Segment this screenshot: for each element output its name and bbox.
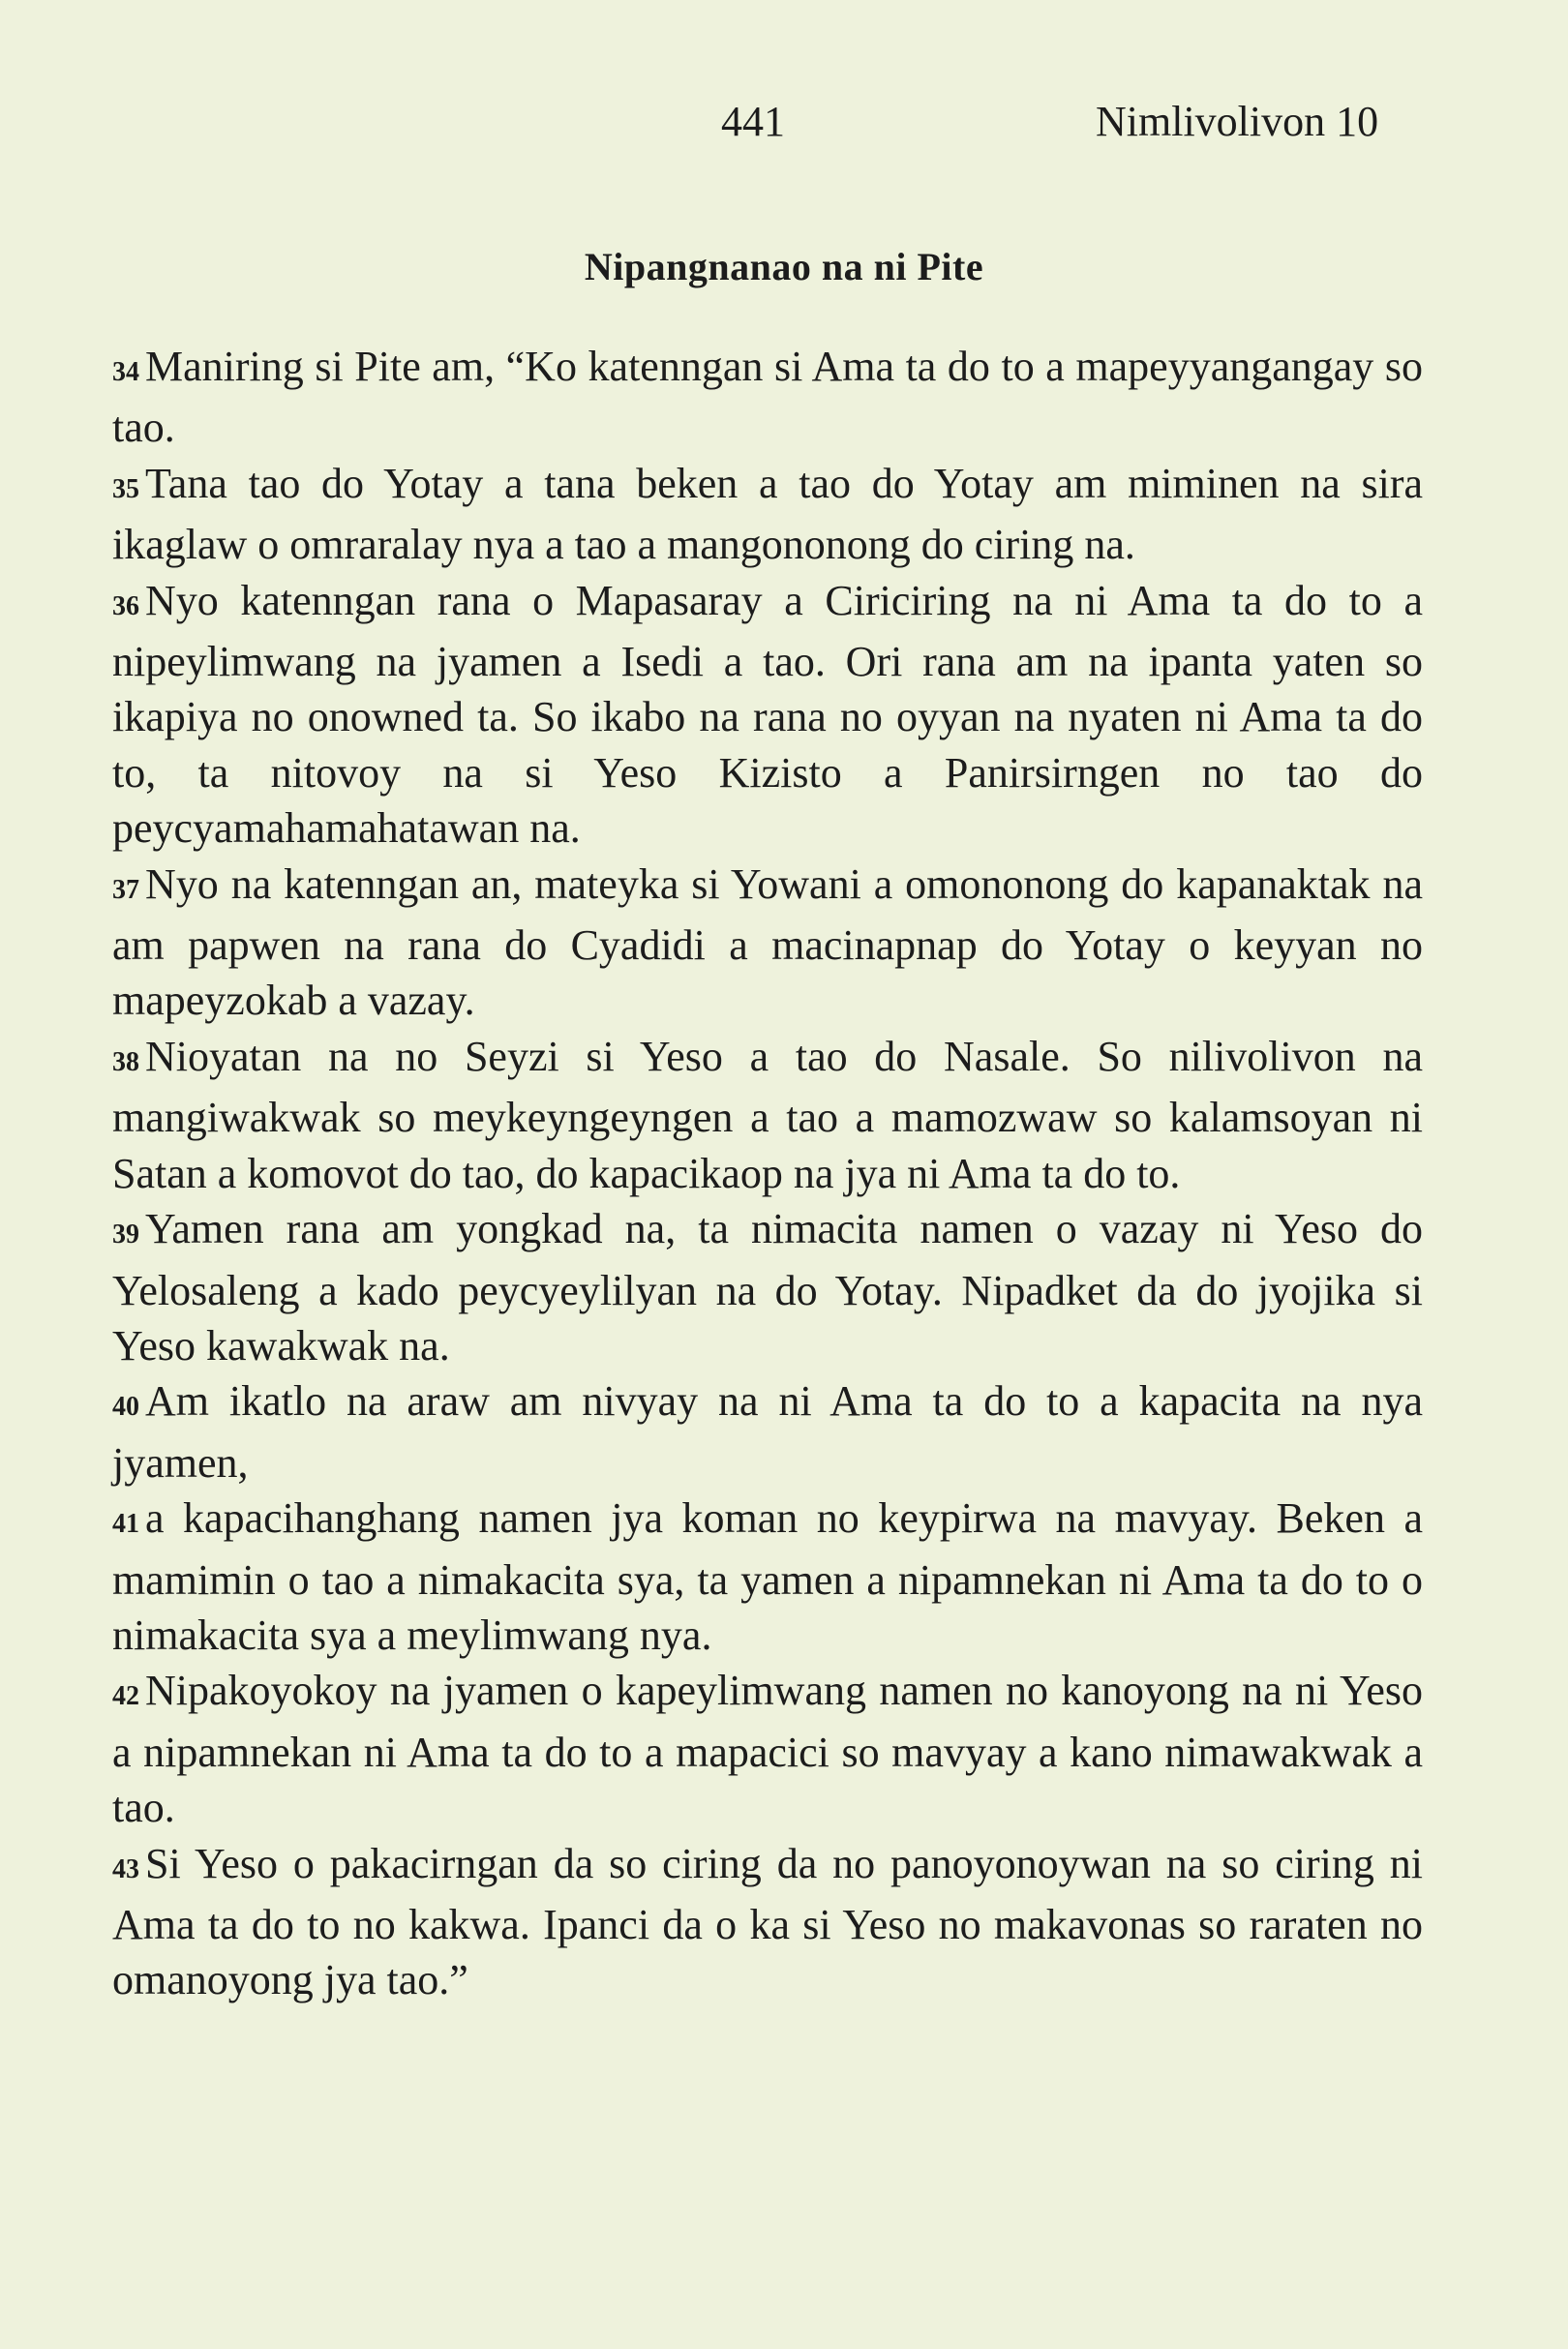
verse-number: 34 (112, 357, 139, 387)
verse (112, 1836, 1423, 2008)
verse (112, 1491, 1423, 1663)
section-heading: Nipangnanao na ni Pite (584, 245, 984, 288)
verse (112, 573, 1423, 857)
verse (112, 456, 1423, 573)
page-number: 441 (721, 98, 785, 145)
verse-text: Yamen rana am yongkad na, ta nimacita namen o vazay ni Yeso do Yelosaleng a kado peycyeylilyan na do Yotay. Nipadket da do jyojika si Yeso kawakwak na. (112, 1205, 1423, 1370)
verse-text: Tana tao do Yotay a tana beken a tao do Yotay am miminen na sira ikaglaw o omraralay nya a tao a mangononong do ciring na. (112, 459, 1423, 569)
verse-text-block (112, 339, 1423, 2008)
verse-text: Nyo na katenngan an, mateyka si Yowani a omononong do kapanaktak na am papwen na rana do Cyadidi a macinapnap do Yotay o keyyan no mapeyzokab a vazay. (112, 859, 1423, 1025)
verse-number: 39 (112, 1220, 139, 1250)
verse (112, 339, 1423, 456)
running-title: Nimlivolivon 10 (1096, 98, 1379, 145)
verse-text: Nyo katenngan rana o Mapasaray a Ciriciring na ni Ama ta do to a nipeylimwang na jyamen a Isedi a tao. Ori rana am na ipanta yaten so ikapiya no onowned ta. So ikabo na rana no oyyan na nyaten ni Ama ta do to, ta nitovoy na si Yeso Kizisto a Panirsirngen no tao do peycyamahamahatawan na. (112, 576, 1423, 853)
verse (112, 1373, 1423, 1491)
verse (112, 1201, 1423, 1373)
verse-number: 43 (112, 1853, 139, 1884)
verse-text: Nipakoyokoy na jyamen o kapeylimwang namen no kanoyong na ni Yeso a nipamnekan ni Ama ta do to a mapacici so mavyay a kano nimawakwak a tao. (112, 1667, 1423, 1832)
verse-text: Maniring si Pite am, “Ko katenngan si Ama ta do to a mapeyyangangay so tao. (112, 343, 1423, 452)
verse-number: 40 (112, 1392, 139, 1423)
verse-text: Si Yeso o pakacirngan da so ciring da no panoyonoywan na so ciring ni Ama ta do to no kakwa. Ipanci da o ka si Yeso no makavonas so raraten no omanoyong jya tao.” (112, 1839, 1423, 2004)
verse-number: 36 (112, 590, 139, 621)
verse-text: Nioyatan na no Seyzi si Yeso a tao do Nasale. So nilivolivon na mangiwakwak so meykeyngeyngen a tao a mamozwaw so kalamsoyan ni Satan a komovot do tao, do kapacikaop na jya ni Ama ta do to. (112, 1032, 1423, 1197)
verse-text: Am ikatlo na araw am nivyay na ni Ama ta do to a kapacita na nya jyamen, (112, 1377, 1423, 1487)
verse (112, 1029, 1423, 1201)
verse-number: 37 (112, 874, 139, 905)
verse-number: 38 (112, 1046, 139, 1077)
verse-number: 41 (112, 1509, 139, 1540)
verse-text: a kapacihanghang namen jya koman no keypirwa na mavyay. Beken a mamimin o tao a nimakacita sya, ta yamen a nipamnekan ni Ama ta do to o nimakacita sya a meylimwang nya. (112, 1494, 1423, 1659)
verse-number: 42 (112, 1681, 139, 1712)
verse (112, 857, 1423, 1029)
verse-number: 35 (112, 473, 139, 504)
verse (112, 1663, 1423, 1835)
page-header (0, 97, 1568, 155)
